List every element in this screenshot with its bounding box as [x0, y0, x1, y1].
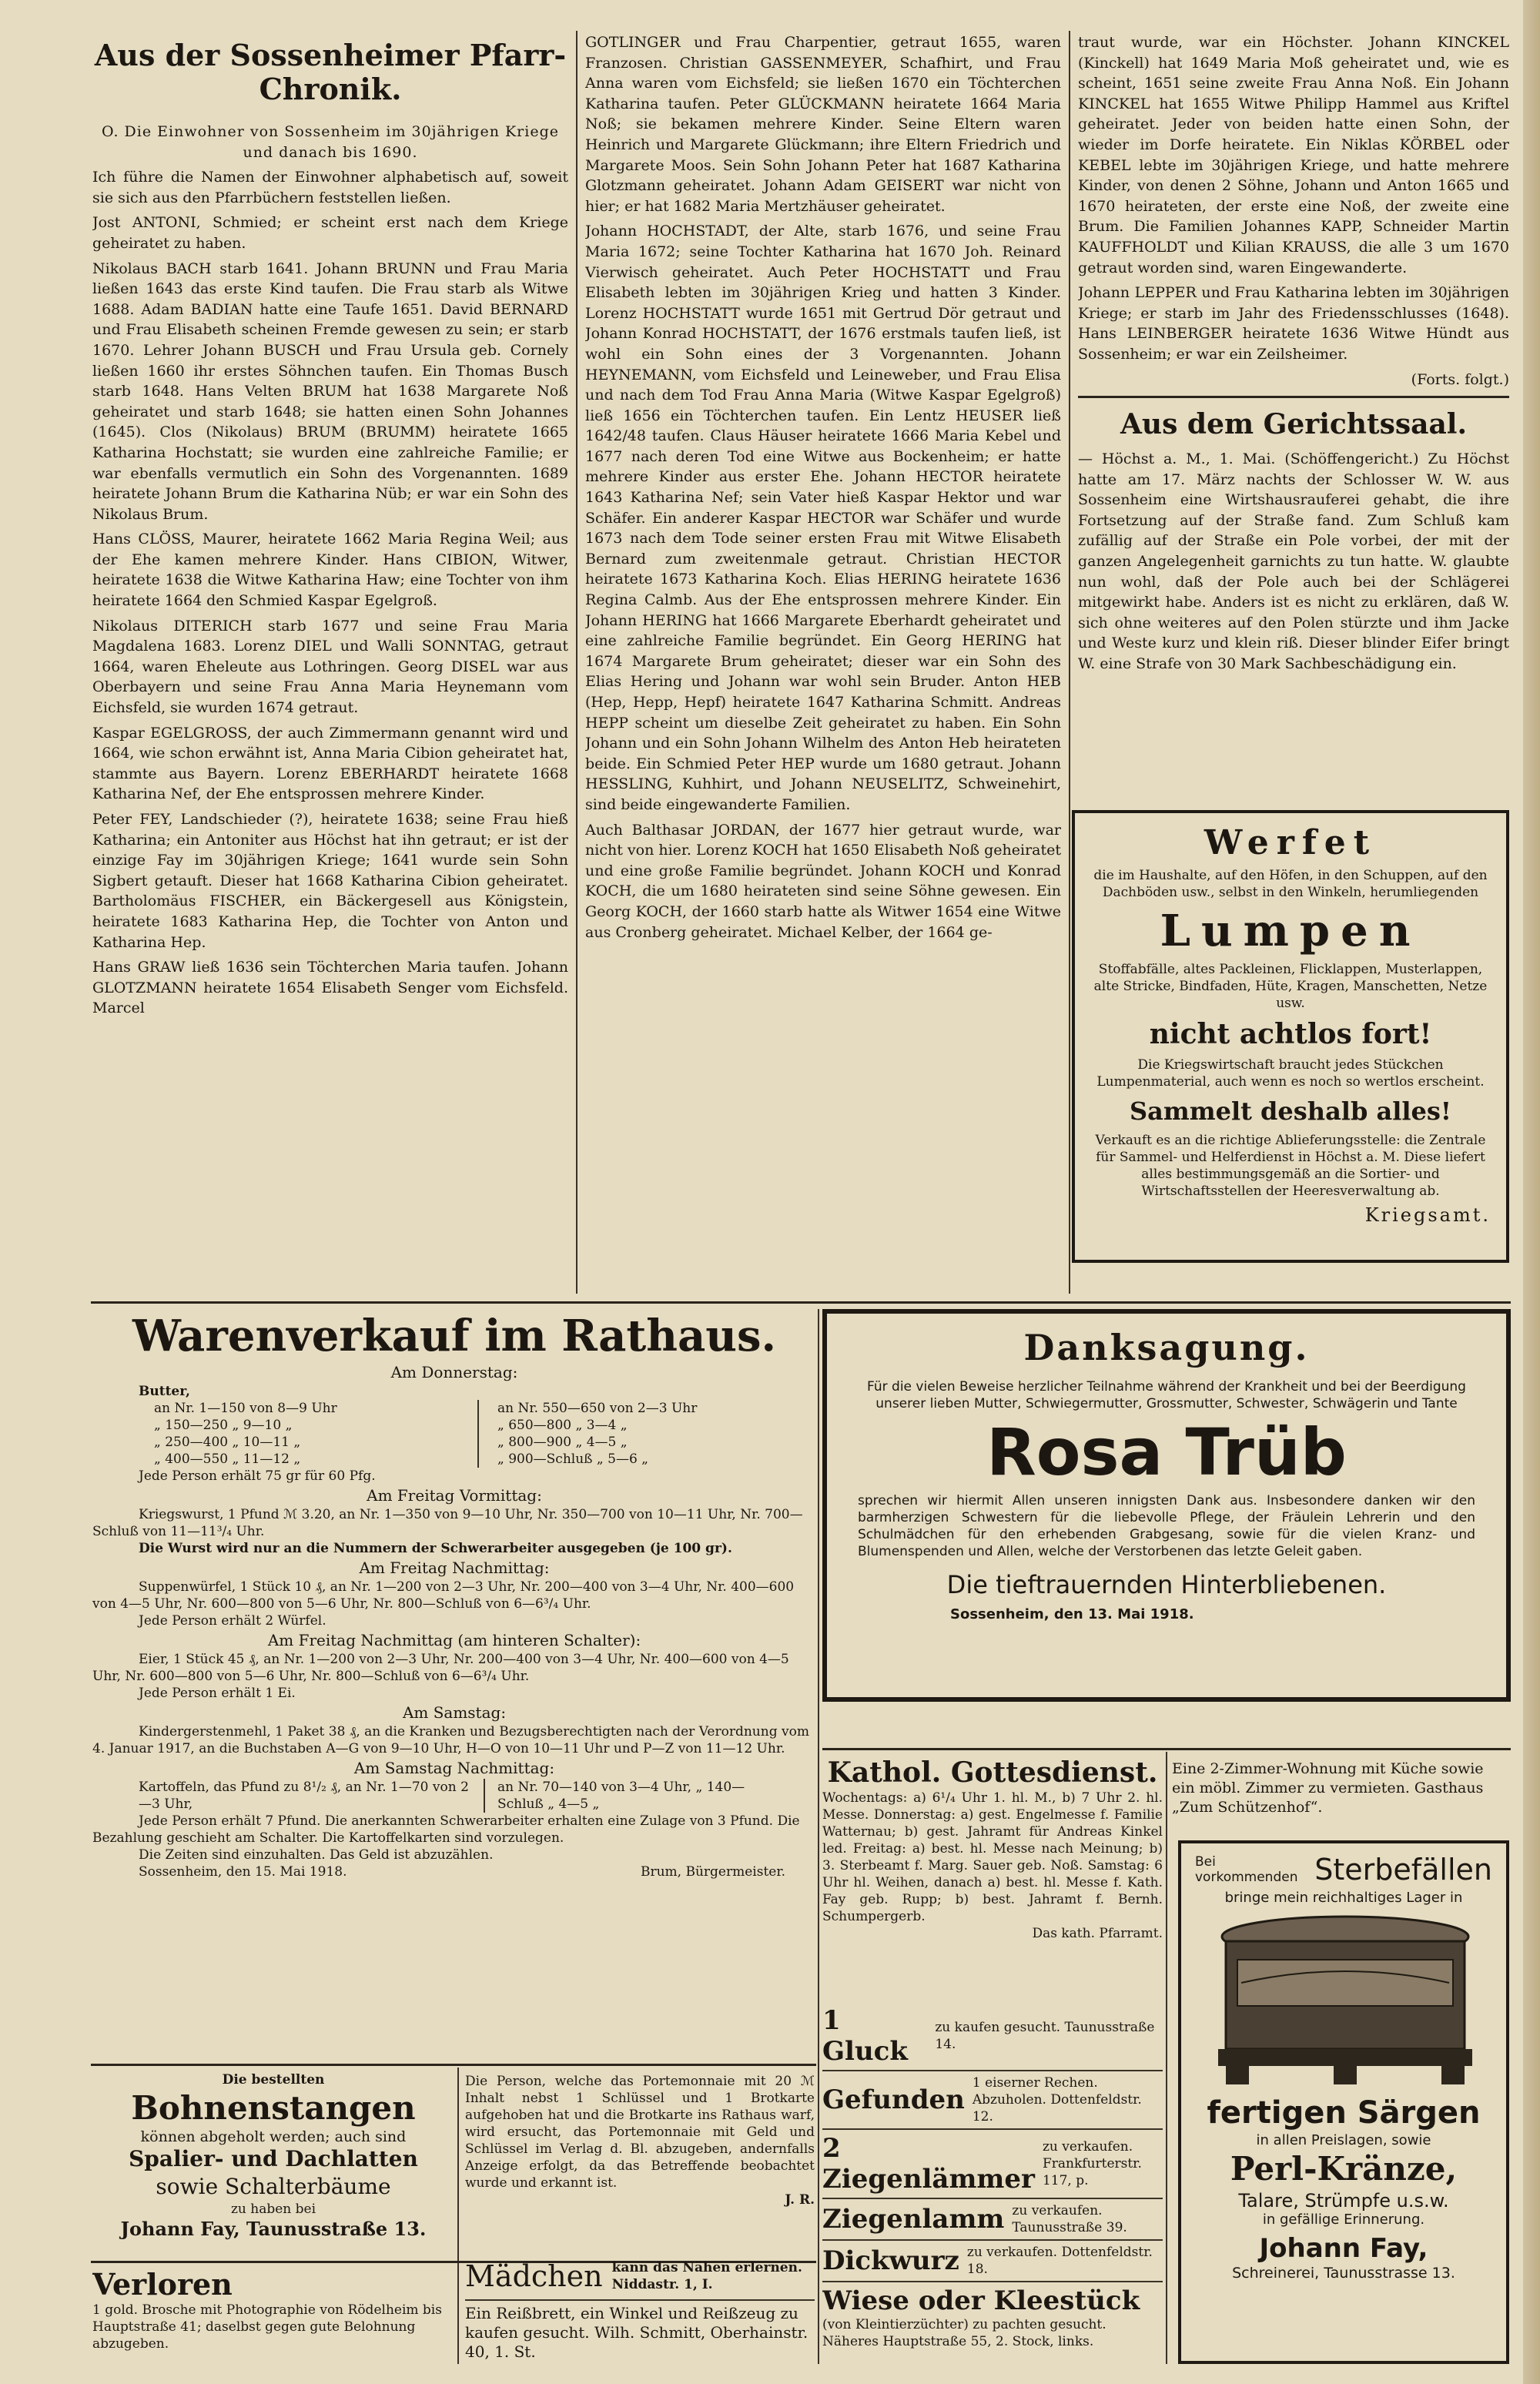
chronik-paragraph: Johann HOCHSTADT, der Alte, starb 1676, und seine Frau Maria 1672; seine Tochter Katharina hat 1670 Joh. Reinard Vierwisch geheiratet. Auch Peter HOCHSTATT und Frau Elisabeth lebten im 30jährigen Krieg und hatten 3 Kinder. Lorenz HOCHSTATT wurde 1651 mit Gertrud Dör getraut und Johann Konrad HOCHSTATT, der 1676 erstmals taufen ließ, ist wohl ein Sohn eines der 3 Vorgenannten. Johann HEYNEMANN, vom Eichsfeld und Leineweber, und Frau Elisa und nach dem Tod Frau Anna Maria (Witwe Kaspar Egelgroß) ließ 1656 ein Töchterchen taufen. Ein Lentz HEUSER ließ 1642/48 taufen. Claus Häuser heiratete 1666 Maria Kebel und 1677 nach deren Tod eine Witwe aus Bockenheim; er hatte mehrere Kinder aus erster Ehe. Johann HECTOR heiratete 1643 Katharina Nef; sein Vater hieß Kaspar Hektor und war Schäfer. Ein anderer Kaspar HECTOR war Schäfer und wurde 1673 nach dem Tode seiner ersten Frau mit Witwe Elisabeth Bernard zum zweitenmale getraut. Christian HECTOR heiratete 1673 Katharina Koch. Elias HERING heiratete 1636 Regina Calmb. Aus der Ehe entsprossen mehrere Kinder. Ein Johann HERING hat 1666 Margarete Eberhardt geheiratet und eine zahlreiche Familie begründet. Ein Georg HERING hat 1674 Margarete Brum geheiratet; dieser war ein Sohn des Elias Hering und Johann war wohl sein Bruder. Anton HEB (Hep, Hepp, Hepf) heiratete 1647 Katharina Schmitt. Andreas HEPP scheint um dieselbe Zeit geheiratet zu haben. Ein Sohn Johann und ein Sohn Johann Wilhelm des Anton Heb heirateten beide. Ein Schmied Peter HEP wurde um 1680 getraut. Johann HESSLING, Kuhhirt, und Johann NEUSELITZ, Schweinehirt, sind beide eingewanderte Familien.	[585, 223, 1061, 813]
bohnen-small: zu haben bei	[230, 2202, 316, 2217]
gericht-title: Aus dem Gerichtssaal.	[1120, 408, 1468, 441]
column-rule	[818, 1309, 819, 2364]
small-ads	[822, 2002, 1163, 2364]
column-rule	[1069, 31, 1070, 1294]
coffin-illustration	[1195, 1914, 1495, 2091]
gericht-text: — Höchst a. M., 1. Mai. (Schöffengericht.) Zu Höchst hatte am 17. März nachts der Schlosser W. W. aus Sossenheim eine Wirtshausrauferei gehabt, die ihre Fortsetzung auf der Straße fand. Zum Schluß kam zufällig auf der Straße ein Pole vorbei, der mit der ganzen Angelegenheit garnichts zu tun hatte. W. glaubte nun wohl, daß der Pole auch bei der Schlägerei mitgewirkt habe. Anders ist es nicht zu erklären, daß W. sich ohne weiteres auf den Polen stürzte und ihm Jacke und Weste kurz und klein riß. Dieser blinder Eifer bringt W. eine Strafe von 30 Mark Sachbeschädigung ein.	[1078, 450, 1509, 673]
small-ad-text: zu kaufen gesucht. Taunusstraße 14.	[935, 2020, 1155, 2052]
small-ad-title: 2 Ziegenlämmer	[822, 2133, 1035, 2195]
small-ad-title: Gefunden	[822, 2084, 965, 2115]
schedule-row: „ 400—550 „ 11—12 „	[154, 1451, 301, 1467]
saerge-line: bringe mein reichhaltiges Lager in	[1224, 1890, 1463, 1906]
schedule-row: „ 800—900 „ 4—5 „	[497, 1435, 628, 1450]
danksagung-title: Danksagung.	[1023, 1327, 1310, 1368]
saerge-headline: Sterbefällen	[1314, 1853, 1492, 1887]
section-rule	[1078, 396, 1509, 398]
schedule-row: „ 150—250 „ 9—10 „	[154, 1418, 293, 1433]
lumpen-line: Die Kriegswirtschaft braucht jedes Stückchen Lumpenmaterial, auch wenn es noch so wertlos erscheint.	[1096, 1057, 1485, 1090]
small-ad	[822, 2071, 1163, 2130]
chronik-paragraph: Peter FEY, Landschieder (?), heiratete 1638; seine Frau hieß Katharina; ein Antoniter aus Höchst hat ihn getraut; er ist der einzige Fay im 30jährigen Kriege; 1641 wurde sein Sohn Sigbert getauft. Dieser hat 1668 Katharina Cibion geheiratet. Bartholomäus FISCHER, ein Bäckergesell aus Königstein, heiratete 1683 Katharina Hep, die Tochter von Anton und Katharina Hep.	[92, 811, 568, 951]
chronik-paragraph: Auch Balthasar JORDAN, der 1677 hier getraut wurde, war nicht von hier. Lorenz KOCH hat 1650 Elisabeth Noß geheiratet und eine große Familie begründet. Johann KOCH und Konrad KOCH, die um 1680 heirateten sind seine Söhne gewesen. Ein Georg KOCH, der 1660 starb hatte als Witwer 1654 eine Witwe aus Cronberg geheiratet. Michael Kelber, der 1664 ge-	[585, 821, 1061, 941]
lumpen-big: Lumpen	[1160, 906, 1421, 956]
lost-wallet-text: Die Person, welche das Portemonnaie mit 20 ℳ Inhalt nebst 1 Schlüssel und 1 Brotkarte aufgehoben hat und die Brotkarte ins Rathaus warf, wird ersucht, das Portemonnaie mit Geld und Schlüssel im Verlag d. Bl. abzugeben, andernfalls Anzeige erfolgt, da das Betreffende beobachtet wurde und erkannt ist.	[465, 2074, 815, 2191]
danksagung-intro: Für die vielen Beweise herzlicher Teilnahme während der Krankheit und bei der Beerdigung unserer lieben Mutter, Schwiegermutter, Grossmutter, Schwester, Schwägerin und Tante	[867, 1379, 1466, 1411]
wohnung-ad: Eine 2-Zimmer-Wohnung mit Küche sowie ein möbl. Zimmer zu vermieten. Gasthaus „Zum Schützenhof“.	[1172, 1760, 1484, 1816]
danksagung-ad	[822, 1309, 1511, 1702]
maedchen-ad	[465, 2253, 815, 2301]
deceased-name: Rosa Trüb	[986, 1415, 1347, 1490]
note: Jede Person erhält 7 Pfund. Die anerkannten Schwerarbeiter erhalten eine Zulage von 3 Pfund. Die Bezahlung geschieht am Schalter. Die Kartoffelkarten sind vorzulegen.	[92, 1813, 800, 1846]
maedchen-text: kann das Nähen erlernen. Niddastr. 1, I.	[611, 2260, 802, 2292]
saerge-name: Johann Fay,	[1259, 2233, 1428, 2264]
lumpen-line: Verkauft es an die richtige Ablieferungsstelle: die Zentrale für Sammel- und Helferdienst in Höchst a. M. Diese liefert alles bestimmungsgemäß an die Sortier- und Wirtschaftsstellen der Heeresverwaltung ab.	[1095, 1133, 1486, 1199]
butter-schedule-right	[479, 1400, 697, 1468]
column-rule	[457, 2068, 459, 2364]
place-date: Sossenheim, den 15. Mai 1918.	[139, 1864, 347, 1880]
continuation-note: (Forts. folgt.)	[1411, 370, 1509, 388]
day-heading: Am Samstag:	[402, 1703, 507, 1722]
saerge-line: in allen Preislagen, sowie	[1256, 2132, 1431, 2148]
column-rule	[576, 31, 578, 1294]
verloren-title: Verloren	[92, 2267, 233, 2302]
schedule-row: „ 250—400 „ 10—11 „	[154, 1435, 301, 1450]
saerge-headline: Perl-Kränze,	[1230, 2150, 1458, 2188]
day-heading: Am Freitag Vormittag:	[367, 1486, 542, 1505]
small-ad-title: Wiese oder Kleestück	[822, 2285, 1140, 2316]
chronik-paragraph: Nikolaus DITERICH starb 1677 und seine Frau Maria Magdalena 1683. Lorenz DIEL und Walli SONNTAG, getraut 1664, waren Eheleute aus Lothringen. Georg DISEL war aus Oberbayern und seine Frau Anna Maria Heynemann vom Eichsfeld, sie wurden 1674 getraut.	[92, 617, 568, 717]
bohnen-ad	[92, 2071, 454, 2256]
butter-schedule-left	[154, 1400, 479, 1468]
reissbrett-ad: Ein Reißbrett, ein Winkel und Reißzeug zu kaufen gesucht. Wilh. Schmitt, Oberhainstr. 40, 1. St.	[465, 2304, 808, 2361]
schedule-row: an Nr. 1—150 von 8—9 Uhr	[154, 1401, 337, 1416]
lumpen-line: Stoffabfälle, altes Packleinen, Flicklappen, Musterlappen, alte Stricke, Bindfaden, Hüte, Kragen, Manschetten, Netze usw.	[1093, 962, 1488, 1011]
small-ad-title: Ziegenlamm	[822, 2204, 1005, 2235]
bohnen-signature: Johann Fay, Taunusstraße 13.	[120, 2218, 427, 2240]
section-rule	[91, 2064, 816, 2066]
small-ad	[822, 2282, 1163, 2353]
note: Jede Person erhält 2 Würfel.	[139, 1613, 326, 1629]
lumpen-ad	[1072, 810, 1509, 1263]
saerge-pre: Bei vorkommenden	[1195, 1854, 1298, 1885]
lumpen-bold: Sammelt deshalb alles!	[1130, 1097, 1451, 1126]
small-ad-text: 1 eiserner Rechen. Abzuholen. Dottenfeldstr. 12.	[972, 2075, 1142, 2125]
family-signature: Die tieftrauernden Hinterbliebenen.	[946, 1570, 1387, 1599]
small-ad	[822, 2002, 1163, 2071]
day-heading: Am Freitag Nachmittag (am hinteren Schalter):	[267, 1631, 641, 1649]
small-ad-text: zu verkaufen. Frankfurterstr. 117, p.	[1042, 2139, 1142, 2188]
small-ad-text: zu verkaufen. Dottenfeldstr. 18.	[966, 2245, 1153, 2277]
chronik-paragraph: Johann LEPPER und Frau Katharina lebten im 30jährigen Kriege; er starb im Jahr des Friedensschlusses (1648). Hans LEINBERGER heiratete 1636 Witwe Hündt aus Sossenheim; er war ein Zeilsheimer.	[1078, 284, 1509, 363]
bohnen-title: Spalier- und Dachlatten	[129, 2146, 418, 2171]
chronik-column-1	[92, 32, 568, 1295]
danksagung-date: Sossenheim, den 13. Mai 1918.	[950, 1606, 1194, 1622]
maedchen-title: Mädchen	[465, 2259, 603, 2293]
chronik-paragraph: traut wurde, war ein Höchster. Johann KINCKEL (Kinckell) hat 1649 Maria Moß geheiratet und, wie es scheint, 1651 seine zweite Frau Anna Noß. Ein Johann KINCKEL hat 1655 Witwe Philipp Hammel aus Kriftel geheiratet. Jeder von beiden hatte einen Sohn, der wieder im Dorfe heiratete. Ein Niklas KÖRBEL oder KEBEL lebte im 30jährigen Kriege, und hatte mehrere Kinder, von denen 2 Söhne, Johann und Anton 1665 und 1670 heirateten, der erste eine Noß, der zweite eine Brum. Die Familien Johannes KAPP, Schneider Martin KAUFFHOLDT und Kilian KRAUSS, die alle 3 um 1670 getraut worden sind, waren Eingewanderte.	[1078, 34, 1509, 276]
chronik-column-2	[585, 32, 1061, 1295]
note: Die Wurst wird nur an die Nummern der Schwerarbeiter ausgegeben (je 100 gr).	[139, 1541, 732, 1556]
chronik-paragraph: Kaspar EGELGROSS, der auch Zimmermann genannt wird und 1664, wie schon erwähnt ist, Anna Maria Cibion geheiratet hat, stammte aus Bayern. Lorenz EBERHARDT heiratete 1668 Katharina Nef, der Ehe entsprossen mehrere Kinder.	[92, 724, 568, 803]
signature: Brum, Bürgermeister.	[640, 1864, 785, 1880]
warenverkauf-title: Warenverkauf im Rathaus.	[132, 1311, 776, 1361]
lost-wallet-ad	[465, 2073, 815, 2250]
warenverkauf-notice	[92, 1311, 816, 2058]
saerge-address: Schreinerei, Taunusstrasse 13.	[1232, 2265, 1455, 2282]
column-rule	[1166, 1752, 1167, 2364]
scan-edge	[1523, 0, 1540, 2384]
bohnen-title: Bohnenstangen	[131, 2089, 416, 2127]
note: Jede Person erhält 75 gr für 60 Pfg.	[139, 1468, 376, 1484]
day-heading: Am Samstag Nachmittag:	[353, 1759, 555, 1777]
small-ad-text: zu verkaufen. Taunusstraße 39.	[1012, 2203, 1127, 2235]
small-ad	[822, 2199, 1163, 2241]
chronik-title: Aus der Sossenheimer Pfarr-Chronik.	[94, 38, 567, 106]
small-ad-title: 1 Gluck	[822, 2005, 908, 2067]
danksagung-body: sprechen wir hiermit Allen unseren innigsten Dank aus. Insbesondere danken wir den barmherzigen Schwestern für die liebevolle Pflege, der Fräulein Lehrerin und den Schulmädchen für den erhebenden Grabgesang, sowie für die vielen Kranz- und Blumenspenden und Allen, welche der Verstorbenen das letzte Geleit gaben.	[858, 1493, 1475, 1559]
gottesdienst-notice	[822, 1756, 1163, 1987]
section-rule	[822, 1748, 1511, 1750]
item-text: Suppenwürfel, 1 Stück 10 ₰, an Nr. 1—200 von 2—3 Uhr, Nr. 200—400 von 3—4 Uhr, Nr. 400—600 von 4—5 Uhr, Nr. 600—800 von 5—6 Uhr, Nr. 800—Schluß von 6—6³/₄ Uhr.	[92, 1579, 795, 1612]
chronik-intro: O. Die Einwohner von Sossenheim im 30jährigen Kriege und danach bis 1690.	[102, 123, 559, 161]
verloren-text: 1 gold. Brosche mit Photographie von Rödelheim bis Hauptstraße 41; daselbst gegen gute Belohnung abzugeben.	[92, 2302, 442, 2352]
lumpen-bold: nicht achtlos fort!	[1149, 1018, 1432, 1050]
chronik-paragraph: Nikolaus BACH starb 1641. Johann BRUNN und Frau Maria ließen 1643 das erste Kind taufen. Die Frau starb als Witwe 1688. Adam BADIAN hatte eine Taufe 1651. David BERNARD und Frau Elisabeth scheinen Fremde gewesen zu sein; er starb 1670. Lehrer Johann BUSCH und Frau Ursula geb. Cornely ließen 1660 ihr erstes Söhnchen taufen. Ein Thomas Busch starb 1648. Hans Velten BRUM hat 1638 Margarete Noß geheiratet und starb 1648; sie hatten einen Sohn Johannes (1645). Clos (Nikolaus) BRUM (BRUMM) heiratete 1665 Katharina Hochstatt; sie wurden eine zahlreiche Familie; er war ebenfalls vermutlich ein Sohn des Vorgenannten. 1689 heiratete Johann Brum die Katharina Nüb; er war ein Sohn des Nikolaus Brum.	[92, 259, 568, 523]
item-text: Kindergerstenmehl, 1 Paket 38 ₰, an die Kranken und Bezugsberechtigten nach der Verordnung vom 4. Januar 1917, an die Buchstaben A—G von 9—10 Uhr, H—O von 10—11 Uhr und P—Z von 11—12 Uhr.	[92, 1724, 809, 1756]
butter-label: Butter,	[139, 1384, 190, 1399]
small-ad	[822, 2130, 1163, 2199]
small-ad-text: (von Kleintierzüchter) zu pachten gesucht. Näheres Hauptstraße 55, 2. Stock, links.	[822, 2317, 1106, 2349]
small-ad	[822, 2241, 1163, 2282]
saerge-ad	[1178, 1840, 1509, 2364]
gottesdienst-text: Wochentags: a) 6¹/₄ Uhr 1. hl. M., b) 7 Uhr 2. hl. Messe. Donnerstag: a) gest. Engelmesse f. Familie Watternau; b) gest. Jahramt für Andreas Kinkel led. Freitag: a) best. hl. Messe nach Meinung; b) 3. Sterbeamt f. Marg. Sauer geb. Noß. Samstag: 6 Uhr hl. Weihen, danach a) best. hl. Messe f. Kath. Fay geb. Rupp; b) best. Jahramt f. Bernh. Schumpergerb.	[822, 1790, 1163, 1924]
small-ad-title: Dickwurz	[822, 2245, 959, 2276]
schedule-row: „ 900—Schluß „ 5—6 „	[497, 1451, 648, 1467]
lumpen-title: Werfet	[1204, 823, 1378, 862]
chronik-paragraph: Hans GRAW ließ 1636 sein Töchterchen Maria taufen. Johann GLOTZMANN heiratete 1654 Elisabeth Senger vom Eichsfeld. Marcel	[92, 959, 568, 1017]
schedule-row: an Nr. 550—650 von 2—3 Uhr	[497, 1401, 698, 1416]
chronik-paragraph: Hans CLÖSS, Maurer, heiratete 1662 Maria Regina Weil; aus der Ehe kamen mehrere Kinder. Hans CIBION, Witwer, heiratete 1638 die Witwe Katharina Haw; eine Tochter von ihm heiratete 1664 den Schmied Kaspar Egelgroß.	[92, 531, 568, 610]
saerge-line: Talare, Strümpfe u.s.w.	[1238, 2190, 1449, 2212]
lumpen-line: die im Haushalte, auf den Höfen, in den Schuppen, auf den Dachböden usw., selbst in den Winkeln, herumliegenden	[1093, 868, 1488, 900]
section-rule	[91, 1301, 1511, 1304]
saerge-headline: fertigen Särgen	[1207, 2095, 1481, 2131]
lost-wallet-signature: J. R.	[785, 2192, 815, 2208]
gottesdienst-title: Kathol. Gottesdienst.	[827, 1756, 1158, 1789]
lumpen-signature: Kriegsamt.	[1364, 1204, 1491, 1226]
signature: Das kath. Pfarramt.	[1032, 1926, 1163, 1941]
saerge-line: in gefällige Erinnerung.	[1262, 2212, 1425, 2228]
chronik-paragraph: Ich führe die Namen der Einwohner alphabetisch auf, soweit sie sich aus den Pfarrbüchern feststellen ließen.	[92, 169, 568, 206]
bohnen-title: sowie Schalterbäume	[156, 2174, 391, 2199]
chronik-paragraph: Jost ANTONI, Schmied; er scheint erst nach dem Kriege geheiratet zu haben.	[92, 214, 568, 252]
note: Die Zeiten sind einzuhalten. Das Geld ist abzuzählen.	[139, 1847, 494, 1863]
day-heading: Am Donnerstag:	[390, 1363, 518, 1381]
item-text: an Nr. 70—140 von 3—4 Uhr, „ 140—Schluß „ 4—5 „	[497, 1780, 745, 1812]
item-text: Eier, 1 Stück 45 ₰, an Nr. 1—200 von 2—3 Uhr, Nr. 200—400 von 3—4 Uhr, Nr. 400—600 von 4—5 Uhr, Nr. 600—800 von 5—6 Uhr, Nr. 800—Schluß von 6—6³/₄ Uhr.	[92, 1652, 789, 1684]
day-heading: Am Freitag Nachmittag:	[359, 1559, 550, 1577]
schedule-row: „ 650—800 „ 3—4 „	[497, 1418, 628, 1433]
item-text: Kriegswurst, 1 Pfund ℳ 3.20, an Nr. 1—350 von 9—10 Uhr, Nr. 350—700 von 10—11 Uhr, Nr. 700—Schluß von 11—11³/₄ Uhr.	[92, 1507, 803, 1539]
bohnen-text: können abgeholt werden; auch sind	[140, 2128, 407, 2145]
item-text: Kartoffeln, das Pfund zu 8¹/₂ ₰, an Nr. 1—70 von 2—3 Uhr,	[139, 1779, 485, 1813]
bohnen-top: Die bestellten	[222, 2072, 325, 2088]
chronik-paragraph: GOTLINGER und Frau Charpentier, getraut 1655, waren Franzosen. Christian GASSENMEYER, Schafhirt, und Frau Anna waren vom Eichsfeld; sie ließen 1670 ein Töchterchen Katharina taufen. Peter GLÜCKMANN heiratete 1664 Maria Noß; sie bekamen mehrere Kinder. Seine Eltern waren Heinrich und Margarete Glückmann; ihre Eltern Friedrich und Margarete Moos. Sein Sohn Johann Peter hat 1687 Katharina Glotzmann geheiratet. Johann Adam GEISERT war nicht von hier; er hat 1682 Maria Mertzhäuser geheiratet.	[585, 34, 1061, 215]
note: Jede Person erhält 1 Ei.	[139, 1686, 296, 1701]
verloren-ad	[92, 2267, 454, 2364]
